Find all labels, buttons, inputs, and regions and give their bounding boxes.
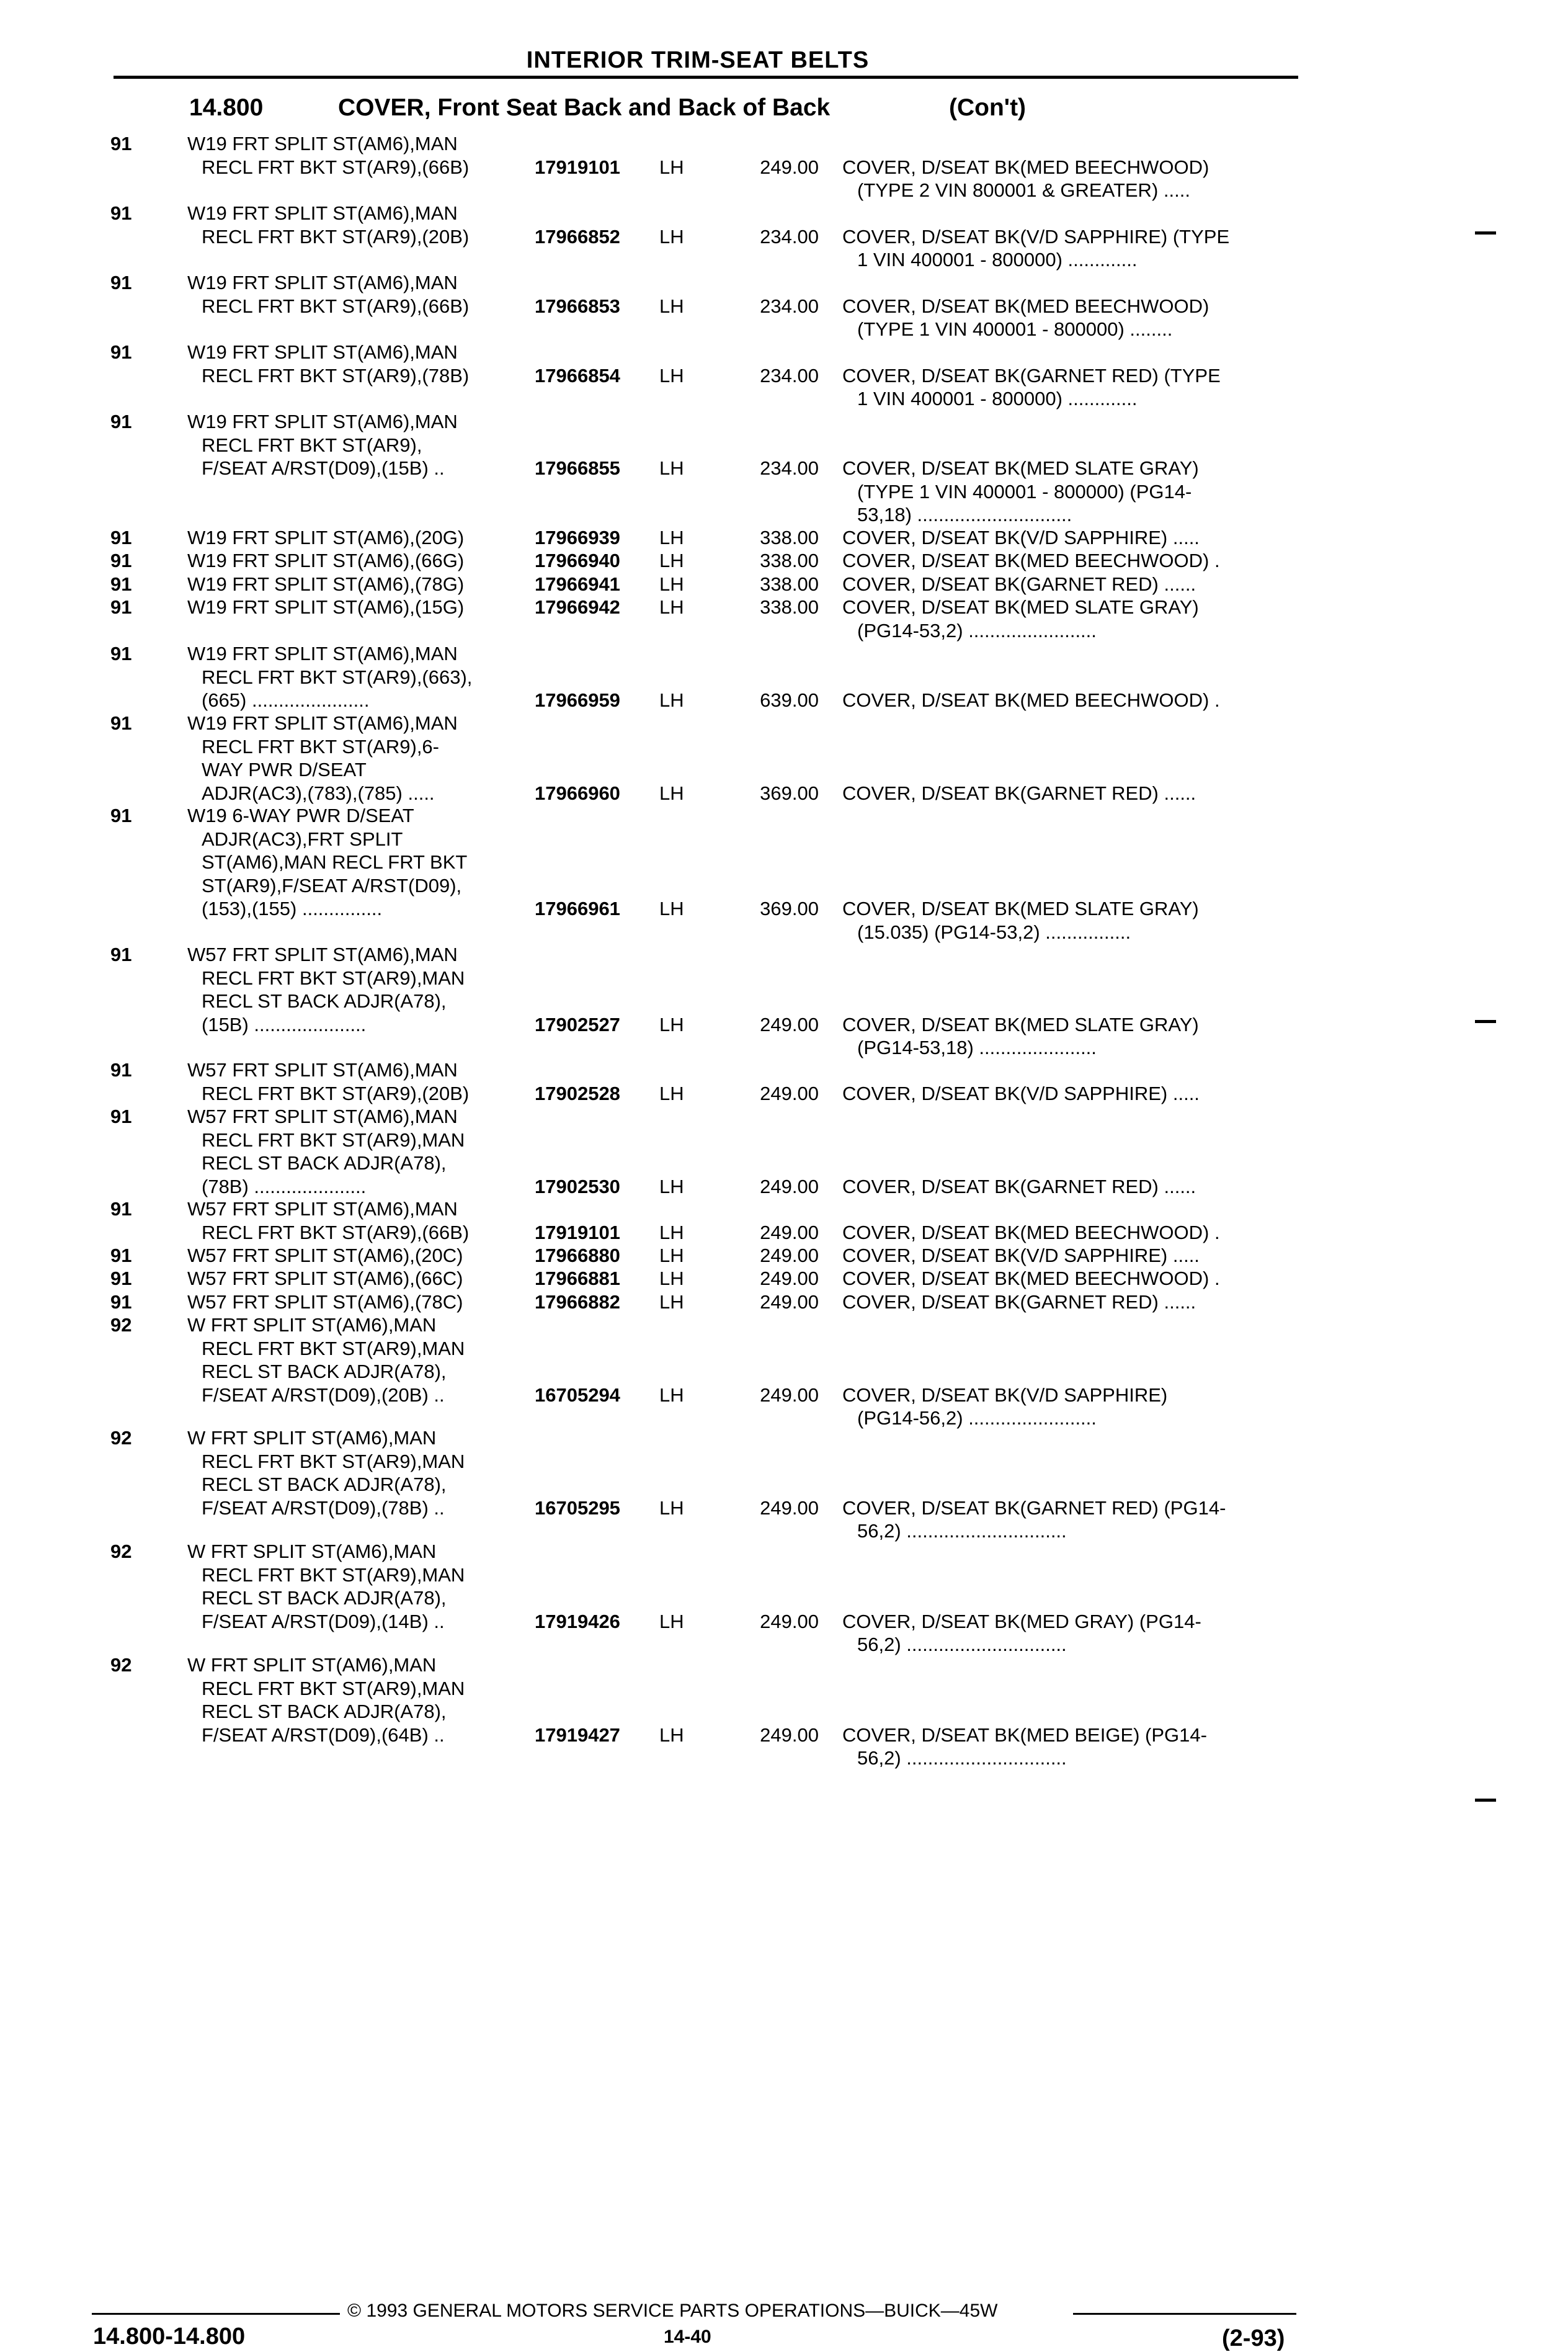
list-price: 249.00 [760, 1268, 819, 1289]
illustration-ref: 91 [110, 1268, 132, 1289]
usage-description-line: (78B) ..................... [202, 1175, 367, 1197]
part-name-line: (PG14-56,2) ........................ [857, 1407, 1097, 1429]
part-number: 17966855 [535, 457, 620, 479]
side-code: LH [659, 1245, 684, 1266]
list-price: 234.00 [760, 295, 819, 317]
section-title: COVER, Front Seat Back and Back of Back [338, 94, 831, 121]
list-price: 234.00 [760, 364, 819, 387]
part-name-line: COVER, D/SEAT BK(MED BEECHWOOD) . [842, 1221, 1220, 1243]
usage-description-line: RECL FRT BKT ST(AR9),(663), [202, 666, 473, 688]
scan-mark [1475, 1799, 1496, 1802]
usage-description-line: RECL FRT BKT ST(AR9),(66B) [202, 156, 470, 178]
list-price: 639.00 [760, 689, 819, 711]
usage-description-line: F/SEAT A/RST(D09),(78B) .. [202, 1496, 445, 1519]
side-code: LH [659, 457, 684, 479]
part-number: 17966940 [535, 550, 620, 571]
usage-description-line: W FRT SPLIT ST(AM6),MAN [187, 1654, 437, 1676]
usage-description-line: W57 FRT SPLIT ST(AM6),(66C) [187, 1268, 463, 1289]
usage-description-line: RECL FRT BKT ST(AR9),(20B) [202, 225, 470, 248]
usage-description-line: RECL FRT BKT ST(AR9),MAN [202, 1563, 465, 1586]
part-number: 17966882 [535, 1291, 620, 1313]
part-name-line: COVER, D/SEAT BK(MED BEECHWOOD) . [842, 550, 1220, 571]
part-number: 17966959 [535, 689, 620, 711]
side-code: LH [659, 1013, 684, 1035]
part-number: 17919101 [535, 156, 620, 178]
side-code: LH [659, 573, 684, 595]
usage-description-line: W19 FRT SPLIT ST(AM6),MAN [187, 411, 458, 432]
footer-page-number: 14-40 [664, 2327, 711, 2347]
usage-description-line: W57 FRT SPLIT ST(AM6),(78C) [187, 1291, 463, 1313]
page-title: INTERIOR TRIM-SEAT BELTS [526, 47, 870, 73]
side-code: LH [659, 1175, 684, 1197]
illustration-ref: 91 [110, 944, 132, 965]
usage-description-line: RECL FRT BKT ST(AR9),6- [202, 735, 439, 758]
usage-description-line: RECL ST BACK ADJR(A78), [202, 1701, 447, 1722]
usage-description-line: (665) ...................... [202, 689, 370, 711]
part-number: 17919427 [535, 1724, 620, 1746]
part-number: 17966942 [535, 596, 620, 618]
part-number: 17966960 [535, 782, 620, 804]
part-name-line: (PG14-53,18) ...................... [857, 1037, 1097, 1058]
side-code: LH [659, 550, 684, 571]
illustration-ref: 91 [110, 1245, 132, 1266]
usage-description-line: RECL FRT BKT ST(AR9),(78B) [202, 364, 470, 387]
usage-description-line: W FRT SPLIT ST(AM6),MAN [187, 1427, 437, 1449]
usage-description-line: W19 FRT SPLIT ST(AM6),MAN [187, 643, 458, 664]
usage-description-line: W19 6-WAY PWR D/SEAT [187, 805, 414, 826]
usage-description-line: W19 FRT SPLIT ST(AM6),MAN [187, 202, 458, 224]
footer-section-range: 14.800-14.800 [93, 2323, 246, 2350]
illustration-ref: 91 [110, 202, 132, 224]
usage-description-line: RECL FRT BKT ST(AR9),MAN [202, 967, 465, 989]
usage-description-line: W57 FRT SPLIT ST(AM6),(20C) [187, 1245, 463, 1266]
part-name-line: COVER, D/SEAT BK(GARNET RED) ...... [842, 1291, 1196, 1313]
part-name-line: COVER, D/SEAT BK(V/D SAPPHIRE) ..... [842, 1082, 1200, 1104]
usage-description-line: F/SEAT A/RST(D09),(15B) .. [202, 457, 445, 479]
illustration-ref: 91 [110, 1106, 132, 1127]
footer-rule-left [92, 2313, 340, 2315]
usage-description-line: W19 FRT SPLIT ST(AM6),(15G) [187, 596, 465, 618]
usage-description-line: ADJR(AC3),FRT SPLIT [202, 828, 403, 850]
usage-description-line: F/SEAT A/RST(D09),(20B) .. [202, 1384, 445, 1406]
usage-description-line: RECL FRT BKT ST(AR9),MAN [202, 1677, 465, 1699]
part-name-line: 1 VIN 400001 - 800000) ............. [857, 388, 1138, 409]
illustration-ref: 91 [110, 596, 132, 618]
usage-description-line: W57 FRT SPLIT ST(AM6),MAN [187, 944, 458, 965]
list-price: 249.00 [760, 1724, 819, 1746]
part-number: 17919101 [535, 1221, 620, 1243]
part-name-line: COVER, D/SEAT BK(MED BEECHWOOD) [842, 295, 1209, 317]
illustration-ref: 91 [110, 272, 132, 293]
part-number: 17902530 [535, 1175, 620, 1197]
side-code: LH [659, 364, 684, 387]
part-number: 16705294 [535, 1384, 620, 1406]
list-price: 234.00 [760, 457, 819, 479]
side-code: LH [659, 689, 684, 711]
scan-mark [1475, 231, 1496, 235]
list-price: 249.00 [760, 1175, 819, 1197]
usage-description-line: W57 FRT SPLIT ST(AM6),MAN [187, 1106, 458, 1127]
part-name-line: COVER, D/SEAT BK(MED SLATE GRAY) [842, 1013, 1199, 1035]
part-name-line: COVER, D/SEAT BK(MED GRAY) (PG14- [842, 1610, 1201, 1632]
part-number: 17966853 [535, 295, 620, 317]
usage-description-line: ST(AM6),MAN RECL FRT BKT [202, 851, 468, 873]
usage-description-line: W19 FRT SPLIT ST(AM6),MAN [187, 133, 458, 154]
part-name-line: 56,2) .............................. [857, 1520, 1067, 1542]
part-name-line: COVER, D/SEAT BK(MED SLATE GRAY) [842, 898, 1199, 919]
part-name-line: COVER, D/SEAT BK(MED BEECHWOOD) . [842, 1268, 1220, 1289]
list-price: 338.00 [760, 596, 819, 618]
part-number: 17902528 [535, 1082, 620, 1104]
list-price: 338.00 [760, 573, 819, 595]
part-number: 17966961 [535, 898, 620, 919]
part-name-line: COVER, D/SEAT BK(MED BEECHWOOD) [842, 156, 1209, 178]
part-name-line: COVER, D/SEAT BK(V/D SAPPHIRE) ..... [842, 1245, 1200, 1266]
usage-description-line: RECL ST BACK ADJR(A78), [202, 1361, 447, 1382]
usage-description-line: W57 FRT SPLIT ST(AM6),MAN [187, 1059, 458, 1081]
usage-description-line: RECL ST BACK ADJR(A78), [202, 990, 447, 1012]
list-price: 249.00 [760, 1291, 819, 1313]
list-price: 369.00 [760, 898, 819, 919]
illustration-ref: 91 [110, 550, 132, 571]
part-name-line: COVER, D/SEAT BK(V/D SAPPHIRE) (TYPE [842, 225, 1230, 248]
part-name-line: (15.035) (PG14-53,2) ................ [857, 921, 1131, 943]
usage-description-line: W19 FRT SPLIT ST(AM6),(66G) [187, 550, 465, 571]
usage-description-line: WAY PWR D/SEAT [202, 759, 367, 780]
illustration-ref: 91 [110, 411, 132, 432]
side-code: LH [659, 1384, 684, 1406]
list-price: 338.00 [760, 527, 819, 548]
part-number: 17966880 [535, 1245, 620, 1266]
part-name-line: COVER, D/SEAT BK(MED SLATE GRAY) [842, 457, 1199, 479]
usage-description-line: (15B) ..................... [202, 1013, 367, 1035]
part-number: 17966881 [535, 1268, 620, 1289]
scan-mark [1475, 1020, 1496, 1023]
illustration-ref: 91 [110, 573, 132, 595]
part-name-line: COVER, D/SEAT BK(V/D SAPPHIRE) [842, 1384, 1168, 1406]
usage-description-line: ST(AR9),F/SEAT A/RST(D09), [202, 874, 462, 897]
part-name-line: 1 VIN 400001 - 800000) ............. [857, 249, 1138, 271]
list-price: 249.00 [760, 1610, 819, 1632]
illustration-ref: 91 [110, 133, 132, 154]
usage-description-line: F/SEAT A/RST(D09),(64B) .. [202, 1724, 445, 1746]
usage-description-line: F/SEAT A/RST(D09),(14B) .. [202, 1610, 445, 1632]
usage-description-line: (153),(155) ............... [202, 898, 383, 919]
part-name-line: 56,2) .............................. [857, 1747, 1067, 1769]
list-price: 249.00 [760, 1384, 819, 1406]
illustration-ref: 92 [110, 1654, 132, 1676]
usage-description-line: W19 FRT SPLIT ST(AM6),MAN [187, 272, 458, 293]
list-price: 234.00 [760, 225, 819, 248]
part-name-line: 53,18) ............................. [857, 504, 1072, 525]
side-code: LH [659, 1291, 684, 1313]
usage-description-line: ADJR(AC3),(783),(785) ..... [202, 782, 435, 804]
list-price: 249.00 [760, 1496, 819, 1519]
list-price: 249.00 [760, 1221, 819, 1243]
part-name-line: (PG14-53,2) ........................ [857, 619, 1097, 642]
part-name-line: (TYPE 2 VIN 800001 & GREATER) ..... [857, 179, 1190, 201]
side-code: LH [659, 295, 684, 317]
illustration-ref: 91 [110, 712, 132, 734]
illustration-ref: 91 [110, 1059, 132, 1081]
usage-description-line: RECL ST BACK ADJR(A78), [202, 1152, 447, 1174]
side-code: LH [659, 1496, 684, 1519]
section-continued: (Con't) [949, 94, 1027, 121]
part-number: 17919426 [535, 1610, 620, 1632]
usage-description-line: RECL FRT BKT ST(AR9),MAN [202, 1337, 465, 1359]
part-name-line: COVER, D/SEAT BK(MED SLATE GRAY) [842, 596, 1199, 618]
list-price: 249.00 [760, 1013, 819, 1035]
usage-description-line: RECL ST BACK ADJR(A78), [202, 1473, 447, 1495]
illustration-ref: 91 [110, 1291, 132, 1313]
side-code: LH [659, 156, 684, 178]
usage-description-line: RECL FRT BKT ST(AR9),(66B) [202, 295, 470, 317]
usage-description-line: W19 FRT SPLIT ST(AM6),(78G) [187, 573, 465, 595]
footer-date: (2-93) [1222, 2325, 1285, 2351]
side-code: LH [659, 1610, 684, 1632]
side-code: LH [659, 782, 684, 804]
section-number: 14.800 [189, 94, 264, 121]
side-code: LH [659, 1724, 684, 1746]
part-name-line: 56,2) .............................. [857, 1634, 1067, 1655]
usage-description-line: RECL ST BACK ADJR(A78), [202, 1587, 447, 1609]
illustration-ref: 92 [110, 1540, 132, 1562]
part-name-line: COVER, D/SEAT BK(GARNET RED) (TYPE [842, 364, 1221, 387]
illustration-ref: 91 [110, 341, 132, 363]
side-code: LH [659, 527, 684, 548]
title-rule [114, 76, 1298, 79]
footer-copyright: © 1993 GENERAL MOTORS SERVICE PARTS OPERATIONS—BUICK—45W [347, 2301, 998, 2321]
usage-description-line: W19 FRT SPLIT ST(AM6),MAN [187, 712, 458, 734]
illustration-ref: 91 [110, 805, 132, 826]
part-name-line: COVER, D/SEAT BK(GARNET RED) (PG14- [842, 1496, 1226, 1519]
usage-description-line: W19 FRT SPLIT ST(AM6),MAN [187, 341, 458, 363]
part-name-line: (TYPE 1 VIN 400001 - 800000) (PG14- [857, 480, 1192, 503]
part-number: 17902527 [535, 1013, 620, 1035]
side-code: LH [659, 596, 684, 618]
usage-description-line: W19 FRT SPLIT ST(AM6),(20G) [187, 527, 465, 548]
usage-description-line: W FRT SPLIT ST(AM6),MAN [187, 1314, 437, 1336]
part-name-line: COVER, D/SEAT BK(MED BEIGE) (PG14- [842, 1724, 1207, 1746]
illustration-ref: 92 [110, 1314, 132, 1336]
side-code: LH [659, 225, 684, 248]
usage-description-line: W FRT SPLIT ST(AM6),MAN [187, 1540, 437, 1562]
list-price: 338.00 [760, 550, 819, 571]
list-price: 369.00 [760, 782, 819, 804]
illustration-ref: 92 [110, 1427, 132, 1449]
usage-description-line: RECL FRT BKT ST(AR9),(66B) [202, 1221, 470, 1243]
part-name-line: COVER, D/SEAT BK(GARNET RED) ...... [842, 782, 1196, 804]
side-code: LH [659, 1082, 684, 1104]
part-number: 17966939 [535, 527, 620, 548]
part-number: 16705295 [535, 1496, 620, 1519]
usage-description-line: RECL FRT BKT ST(AR9),(20B) [202, 1082, 470, 1104]
side-code: LH [659, 1221, 684, 1243]
usage-description-line: RECL FRT BKT ST(AR9),MAN [202, 1450, 465, 1472]
illustration-ref: 91 [110, 527, 132, 548]
part-name-line: (TYPE 1 VIN 400001 - 800000) ........ [857, 318, 1173, 340]
illustration-ref: 91 [110, 1198, 132, 1220]
part-name-line: COVER, D/SEAT BK(GARNET RED) ...... [842, 573, 1196, 595]
list-price: 249.00 [760, 1082, 819, 1104]
part-number: 17966852 [535, 225, 620, 248]
list-price: 249.00 [760, 1245, 819, 1266]
part-number: 17966854 [535, 364, 620, 387]
usage-description-line: RECL FRT BKT ST(AR9),MAN [202, 1129, 465, 1151]
footer-rule-right [1073, 2313, 1296, 2315]
usage-description-line: W57 FRT SPLIT ST(AM6),MAN [187, 1198, 458, 1220]
list-price: 249.00 [760, 156, 819, 178]
usage-description-line: RECL FRT BKT ST(AR9), [202, 434, 422, 456]
part-name-line: COVER, D/SEAT BK(GARNET RED) ...... [842, 1175, 1196, 1197]
side-code: LH [659, 1268, 684, 1289]
part-number: 17966941 [535, 573, 620, 595]
part-name-line: COVER, D/SEAT BK(MED BEECHWOOD) . [842, 689, 1220, 711]
side-code: LH [659, 898, 684, 919]
part-name-line: COVER, D/SEAT BK(V/D SAPPHIRE) ..... [842, 527, 1200, 548]
illustration-ref: 91 [110, 643, 132, 664]
